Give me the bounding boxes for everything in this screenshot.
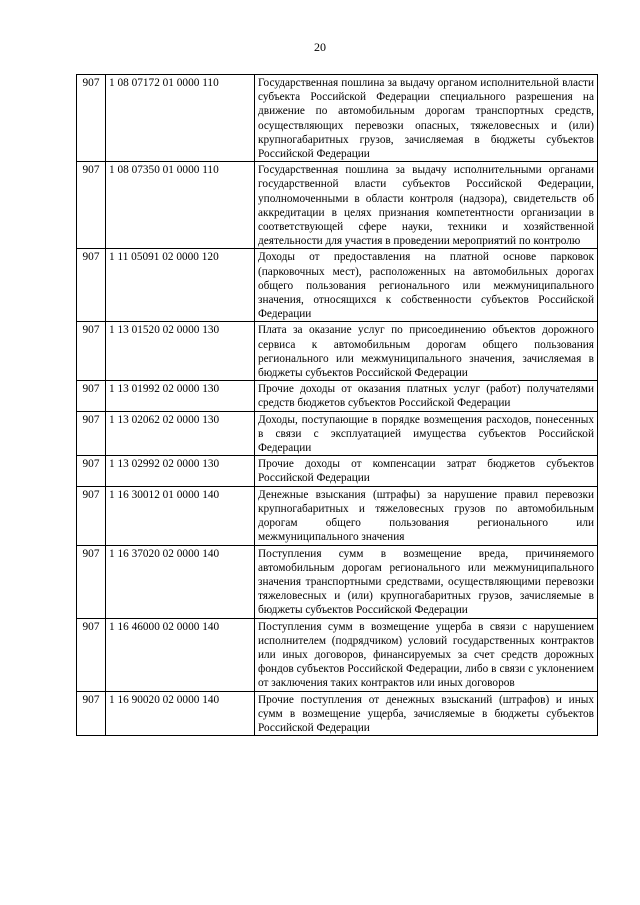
table-row	[77, 545, 598, 618]
budget-classification-code-cell: 1 16 30012 01 0000 140	[106, 486, 255, 545]
admin-code-cell: 907	[77, 249, 106, 322]
page-number: 20	[314, 40, 326, 54]
table-row	[77, 381, 598, 411]
table-row	[77, 322, 598, 381]
table-row	[77, 411, 598, 456]
table-row	[77, 618, 598, 691]
revenue-description-cell: Государственная пошлина за выдачу исполнительными органами государственной власти субъектов Российской Федерации, уполномоченными в области контроля (надзора), свидетельств об аккредитации в целях признания компетентности организации в соответствующей сфере науки, техники и хозяйственной деятельности для участия в проведении мероприятий по контролю	[255, 162, 598, 249]
admin-code-cell: 907	[77, 545, 106, 618]
admin-code-cell: 907	[77, 75, 106, 162]
revenue-description-cell: Поступления сумм в возмещение ущерба в связи с нарушением исполнителем (подрядчиком) условий государственных контрактов или иных договоров, финансируемых за счет средств дорожных фондов субъектов Российской Федерации, либо в связи с уклонением от заключения таких контрактов или иных договоров	[255, 618, 598, 691]
budget-classification-code-cell: 1 08 07172 01 0000 110	[106, 75, 255, 162]
table-row	[77, 75, 598, 162]
table-row	[77, 162, 598, 249]
revenue-codes-table	[76, 74, 598, 736]
admin-code-cell: 907	[77, 381, 106, 411]
revenue-description-cell: Денежные взыскания (штрафы) за нарушение правил перевозки крупногабаритных и тяжеловесных грузов по автомобильным дорогам общего пользования регионального или межмуниципального значения	[255, 486, 598, 545]
revenue-description-cell: Доходы, поступающие в порядке возмещения расходов, понесенных в связи с эксплуатацией имущества субъектов Российской Федерации	[255, 411, 598, 456]
budget-classification-code-cell: 1 13 01992 02 0000 130	[106, 381, 255, 411]
admin-code-cell: 907	[77, 456, 106, 486]
budget-classification-code-cell: 1 08 07350 01 0000 110	[106, 162, 255, 249]
revenue-description-cell: Прочие доходы от оказания платных услуг (работ) получателями средств бюджетов субъектов Российской Федерации	[255, 381, 598, 411]
budget-classification-code-cell: 1 13 02062 02 0000 130	[106, 411, 255, 456]
table-row	[77, 486, 598, 545]
revenue-description-cell: Прочие поступления от денежных взысканий (штрафов) и иных сумм в возмещение ущерба, зачисляемые в бюджеты субъектов Российской Федерации	[255, 691, 598, 736]
budget-classification-code-cell: 1 16 90020 02 0000 140	[106, 691, 255, 736]
budget-classification-code-cell: 1 13 01520 02 0000 130	[106, 322, 255, 381]
budget-classification-code-cell: 1 13 02992 02 0000 130	[106, 456, 255, 486]
revenue-description-cell: Поступления сумм в возмещение вреда, причиняемого автомобильным дорогам регионального или межмуниципального значения транспортными средствами, осуществляющими перевозки тяжеловесных и (или) крупногабаритных грузов, зачисляемые в бюджеты субъектов Российской Федерации	[255, 545, 598, 618]
table-row	[77, 249, 598, 322]
revenue-description-cell: Плата за оказание услуг по присоединению объектов дорожного сервиса к автомобильным дорогам общего пользования регионального или межмуниципального значения, зачисляемая в бюджеты субъектов Российской Федерации	[255, 322, 598, 381]
budget-classification-code-cell: 1 16 37020 02 0000 140	[106, 545, 255, 618]
table-row	[77, 691, 598, 736]
budget-classification-code-cell: 1 11 05091 02 0000 120	[106, 249, 255, 322]
revenue-description-cell: Доходы от предоставления на платной основе парковок (парковочных мест), расположенных на автомобильных дорогах общего пользования регионального или межмуниципального значения, относящихся к собственности субъектов Российской Федерации	[255, 249, 598, 322]
admin-code-cell: 907	[77, 322, 106, 381]
admin-code-cell: 907	[77, 411, 106, 456]
admin-code-cell: 907	[77, 162, 106, 249]
table-row	[77, 456, 598, 486]
revenue-description-cell: Государственная пошлина за выдачу органом исполнительной власти субъекта Российской Федерации специального разрешения на движение по автомобильным дорогам транспортных средств, осуществляющих перевозки опасных, тяжеловесных и (или) крупногабаритных грузов, зачисляемая в бюджеты субъектов Российской Федерации	[255, 75, 598, 162]
admin-code-cell: 907	[77, 618, 106, 691]
admin-code-cell: 907	[77, 691, 106, 736]
budget-classification-code-cell: 1 16 46000 02 0000 140	[106, 618, 255, 691]
admin-code-cell: 907	[77, 486, 106, 545]
revenue-description-cell: Прочие доходы от компенсации затрат бюджетов субъектов Российской Федерации	[255, 456, 598, 486]
